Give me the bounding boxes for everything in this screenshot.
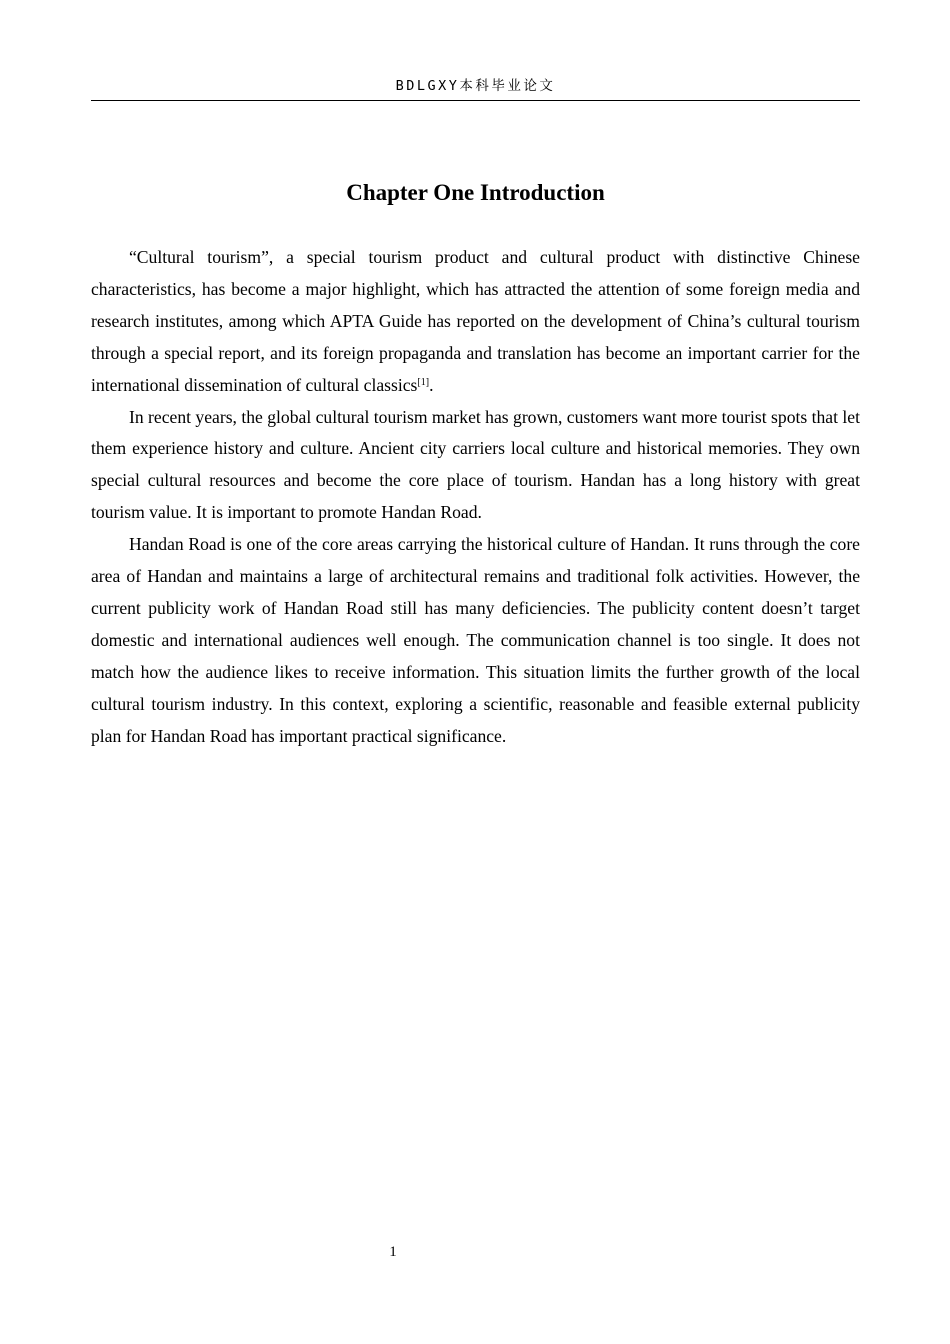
paragraph-3: Handan Road is one of the core areas carrying the historical culture of Handan. It runs through the core area of Handan and maintains a large of architectural remains and traditional folk activities. However, the current publicity work of Handan Road still has many deficiencies. The publicity content doesn’t target domestic and international audiences well enough. The communication channel is too single. It does not match how the audience likes to receive information. This situation limits the further growth of the local cultural tourism industry. In this context, exploring a scientific, reasonable and feasible external publicity plan for Handan Road has important practical significance. [91, 534, 860, 746]
page-number: 1 [389, 1244, 397, 1260]
paragraph-1-text: “Cultural tourism”, a special tourism product and cultural product with distinctive Chinese characteristics, has become a major highlight, which has attracted the attention of some foreign media and research institutes, among which APTA Guide has reported on the development of China’s cultural tourism through a special report, and its foreign propaganda and translation has become an important carrier for the international dissemination of cultural classics [91, 247, 860, 395]
body-text [91, 242, 860, 753]
citation-marker: [1] [417, 376, 430, 388]
chapter-title: Chapter One Introduction [346, 180, 605, 205]
page-header [91, 76, 860, 101]
header-title: BDLGXY本科毕业论文 [395, 78, 556, 94]
paragraph-1 [91, 242, 860, 402]
paragraph-1-tail: . [429, 374, 434, 395]
paragraph-2: In recent years, the global cultural tourism market has grown, customers want more tourist spots that let them experience history and culture. Ancient city carriers local culture and historical memories. They own special cultural resources and become the core place of tourism. Handan has a long history with great tourism value. It is important to promote Handan Road. [91, 406, 860, 523]
